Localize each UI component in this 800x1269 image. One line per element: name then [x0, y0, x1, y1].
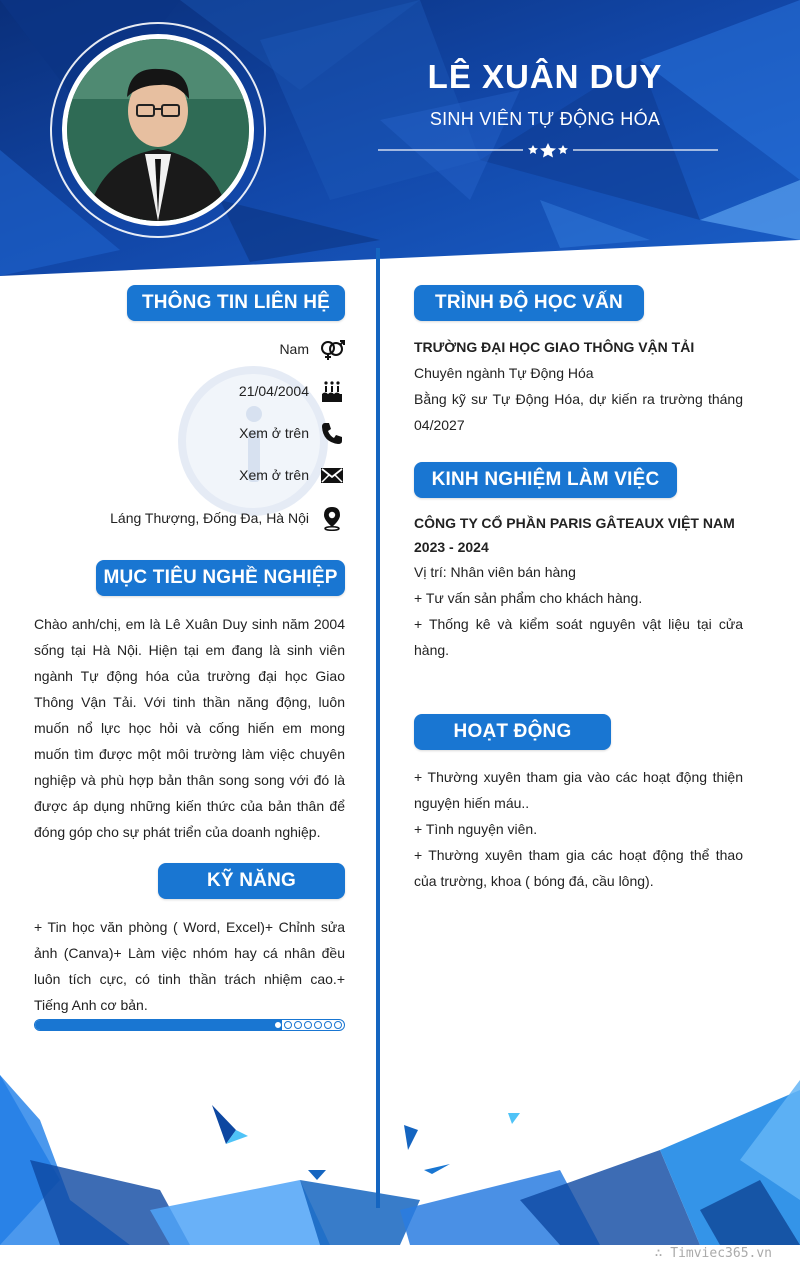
activities-block [414, 764, 743, 894]
contact-address [110, 504, 345, 532]
birthday-cake-icon [319, 378, 345, 404]
star-icon [528, 143, 568, 158]
skill-level-fill [35, 1020, 282, 1030]
skill-level-bar [34, 1019, 345, 1031]
gender-icon [319, 336, 345, 362]
objective-paragraph: Chào anh/chị, em là Lê Xuân Duy sinh năm 2004 sống tại Hà Nội. Hiện tại em đang là sinh viên ngành Tự động hóa của trường đại học Giao Thông Vận Tải. Với tinh thần năng động, luôn muốn nổ lực học hỏi và cống hiến em mong muốn tìm được một môi trường làm việc chuyên nghiệp và phù hợp bản thân song song với đó là được áp dụng những kiến thức của bản thân để đóng góp cho sự phát triển của doanh nghiệp. [34, 616, 345, 840]
gender-value: Nam [279, 341, 309, 357]
brand-watermark: ∴ Timviec365.vn [654, 1246, 772, 1261]
education-block [414, 334, 743, 438]
avatar [62, 34, 254, 226]
candidate-role: SINH VIÊN TỰ ĐỘNG HÓA [429, 109, 661, 129]
mail-icon [319, 462, 345, 488]
skills-text [34, 914, 345, 1018]
footer-decoration [0, 1060, 800, 1245]
email-value: Xem ở trên [239, 467, 309, 483]
experience-company: CÔNG TY CỔ PHẦN PARIS GÂTEAUX VIỆT NAM [414, 515, 735, 531]
contact-phone [239, 419, 345, 447]
education-degree: Bằng kỹ sư Tự Động Hóa, dự kiến ra trường tháng 04/2027 [414, 391, 743, 433]
brand-text: Timviec365.vn [670, 1246, 772, 1261]
experience-block [414, 511, 743, 663]
phone-icon [319, 420, 345, 446]
experience-section-title: KINH NGHIỆM LÀM VIỆC [414, 462, 677, 498]
activity-item: + Thường xuyên tham gia các hoạt động thể thao của trường, khoa ( bóng đá, cầu lông). [414, 847, 743, 889]
experience-period: 2023 - 2024 [414, 539, 489, 555]
location-pin-icon [319, 505, 345, 531]
avatar-photo [67, 39, 249, 221]
birthday-value: 21/04/2004 [238, 383, 309, 399]
contact-birthday [239, 377, 345, 405]
education-major: Chuyên ngành Tự Động Hóa [414, 365, 594, 381]
activities-section-title: HOẠT ĐỘNG [414, 714, 611, 750]
skill-level-dots [274, 1021, 342, 1029]
contact-email [239, 461, 345, 489]
education-school: TRƯỜNG ĐẠI HỌC GIAO THÔNG VẬN TẢI [414, 339, 695, 355]
experience-duty: + Thống kê và kiểm soát nguyên vật liệu tại cửa hàng. [414, 616, 743, 658]
objective-section-title: MỤC TIÊU NGHỀ NGHIỆP [96, 560, 345, 596]
experience-duty: + Tư vấn sản phẩm cho khách hàng. [414, 590, 643, 606]
education-section-title: TRÌNH ĐỘ HỌC VẤN [414, 285, 644, 321]
objective-text [34, 611, 345, 845]
contact-section-title: THÔNG TIN LIÊN HỆ [127, 285, 345, 321]
activity-item: + Thường xuyên tham gia vào các hoạt động thiện nguyện hiến máu.. [414, 769, 743, 811]
activity-item: + Tình nguyện viên. [414, 821, 538, 837]
skills-paragraph: + Tin học văn phòng ( Word, Excel)+ Chỉnh sửa ảnh (Canva)+ Làm việc nhóm hay cá nhân đều luôn tích cực, có tinh thần trách nhiệm cao.+ Tiếng Anh cơ bản. [34, 919, 345, 1013]
experience-position: Vị trí: Nhân viên bán hàng [414, 564, 576, 580]
phone-value: Xem ở trên [239, 425, 309, 441]
address-value: Láng Thượng, Đống Đa, Hà Nội [110, 510, 309, 526]
contact-gender [279, 335, 345, 363]
header-divider [378, 140, 718, 160]
skills-section-title: KỸ NĂNG [158, 863, 345, 899]
candidate-name: LÊ XUÂN DUY [427, 58, 663, 95]
